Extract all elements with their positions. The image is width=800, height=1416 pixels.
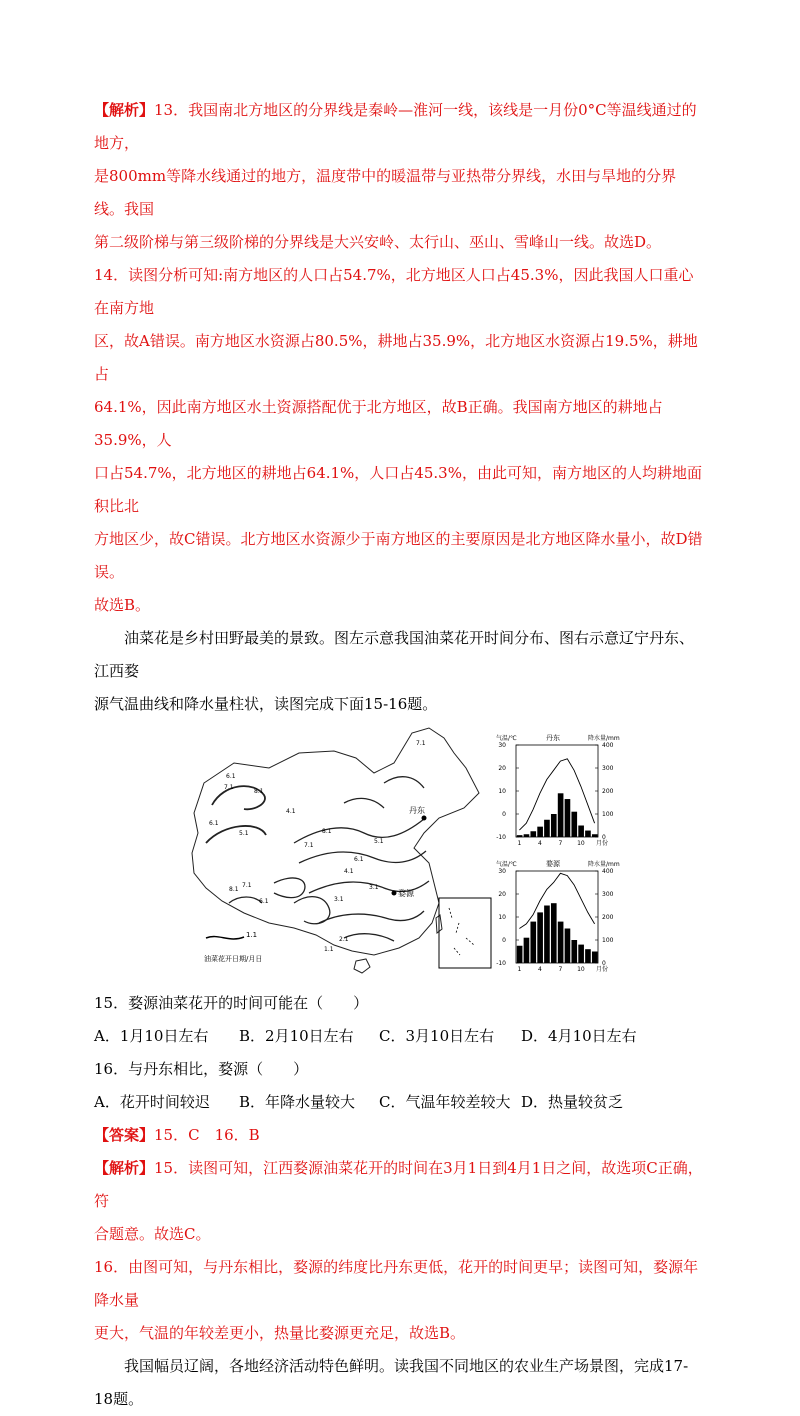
place-dot xyxy=(422,816,427,821)
x-tick-label: 7 xyxy=(558,840,563,847)
analysis-tag: 【解析】 xyxy=(94,101,155,119)
isoline-label: 8.1 xyxy=(229,886,239,893)
isoline xyxy=(274,878,305,898)
isoline-label: 8.1 xyxy=(322,828,332,835)
left-tick-label: -10 xyxy=(496,834,506,841)
answer-tag: 【答案】 xyxy=(94,1126,155,1144)
precip-bar xyxy=(592,952,598,964)
precip-bar xyxy=(578,826,584,838)
x-unit-label: 月份 xyxy=(596,966,609,973)
precip-bar xyxy=(558,793,564,837)
q16-option-c: C．气温年较差较大 xyxy=(379,1093,511,1111)
q16-option-b: B．年降水量较大 xyxy=(239,1093,356,1111)
analysis-line: 故选B。 xyxy=(94,596,151,614)
isoline-label: 4.1 xyxy=(344,868,354,875)
legend-text: 油菜花开日期/月日 xyxy=(204,955,263,963)
precip-bar xyxy=(585,949,591,963)
q16-option-a: A．花开时间较迟 xyxy=(94,1093,210,1111)
q15-option-d: D．4月10日左右 xyxy=(521,1027,637,1045)
right-tick-label: 400 xyxy=(602,868,614,875)
x-unit-label: 月份 xyxy=(596,840,609,847)
temperature-curve xyxy=(519,873,594,928)
isoline-label: 6.1 xyxy=(354,856,364,863)
isoline-label: 6.1 xyxy=(259,898,269,905)
left-axis-label: 气温/℃ xyxy=(496,861,517,868)
q16-option-d: D．热量较贫乏 xyxy=(521,1093,624,1111)
isoline-label: 6.1 xyxy=(209,820,219,827)
isoline-label: 5.1 xyxy=(374,838,384,845)
isoline-label: 7.1 xyxy=(224,784,234,791)
isoline-label: 5.1 xyxy=(239,830,249,837)
document-page xyxy=(94,94,706,1416)
right-tick-label: 200 xyxy=(602,788,614,795)
left-tick-label: 10 xyxy=(498,788,506,795)
legend-value: 1.1 xyxy=(246,931,258,939)
analysis-line xyxy=(94,94,706,160)
q15-option-c: C．3月10日左右 xyxy=(379,1027,495,1045)
left-axis-label: 气温/℃ xyxy=(496,735,517,742)
analysis-text: 15．读图可知，江西婺源油菜花开的时间在3月1日到4月1日之间，故选项C正确，符 xyxy=(94,1159,703,1210)
precip-bar xyxy=(544,820,550,837)
x-tick-label: 1 xyxy=(517,840,522,847)
right-tick-label: 300 xyxy=(602,765,614,772)
map-legend xyxy=(204,931,262,963)
isoline-label: 7.1 xyxy=(416,740,426,747)
analysis-13-14 xyxy=(94,94,706,622)
answer-text: 15．C 16．B xyxy=(154,1126,260,1144)
isoline-labels xyxy=(209,740,426,953)
x-tick-label: 7 xyxy=(558,966,563,973)
isoline xyxy=(206,826,266,843)
isoline xyxy=(319,911,424,923)
question-15 xyxy=(94,987,706,1053)
place-label: 丹东 xyxy=(409,806,425,815)
south-china-sea-inset xyxy=(439,898,491,968)
analysis-line: 第二级阶梯与第三级阶梯的分界线是大兴安岭、太行山、巫山、雪峰山一线。故选D。 xyxy=(94,233,662,251)
analysis-line: 区，故A错误。南方地区水资源占80.5%，耕地占35.9%，北方地区水资源占19.5%，耕地占 xyxy=(94,332,698,383)
isoline xyxy=(229,897,262,903)
precip-bar xyxy=(585,831,591,837)
q16-stem: 16．与丹东相比，婺源（ ） xyxy=(94,1060,309,1078)
left-tick-label: 20 xyxy=(498,891,506,898)
isoline xyxy=(344,798,384,808)
figure xyxy=(94,723,706,983)
left-tick-label: 30 xyxy=(498,742,506,749)
analysis-15-16 xyxy=(94,1152,706,1350)
isoline-label: 3.1 xyxy=(334,896,344,903)
isoline xyxy=(344,934,394,941)
x-tick-label: 1 xyxy=(517,966,522,973)
precip-bar xyxy=(537,912,543,963)
left-tick-label: 0 xyxy=(502,811,506,818)
analysis-line xyxy=(94,1152,706,1218)
isoline-label: 6.1 xyxy=(226,773,236,780)
precip-bar xyxy=(517,835,523,837)
precip-bar xyxy=(558,922,564,963)
right-tick-label: 0 xyxy=(602,960,606,967)
place-label: 婺源 xyxy=(398,889,414,898)
precip-bar xyxy=(578,945,584,963)
x-tick-label: 10 xyxy=(577,840,585,847)
intro-line: 源气温曲线和降水量柱状，读图完成下面15-16题。 xyxy=(94,695,438,713)
figure-svg xyxy=(94,723,706,983)
question-intro xyxy=(94,622,706,721)
x-tick-label: 4 xyxy=(538,966,542,973)
climate-chart-dandong xyxy=(496,733,620,847)
inset-frame xyxy=(439,898,491,968)
precip-bar xyxy=(524,834,530,837)
isoline-label: 7.1 xyxy=(304,842,314,849)
q15-stem: 15．婺源油菜花开的时间可能在（ ） xyxy=(94,994,369,1012)
hainan-outline xyxy=(354,959,370,973)
analysis-line: 16．由图可知，与丹东相比，婺源的纬度比丹东更低，花开的时间更早；读图可知，婺源年降水量 xyxy=(94,1258,699,1309)
isoline-label: 4.1 xyxy=(286,808,296,815)
place-dot xyxy=(392,891,397,896)
temperature-curve xyxy=(519,759,594,830)
precip-bar xyxy=(565,929,571,964)
question-16 xyxy=(94,1053,706,1119)
inset-dashes xyxy=(449,908,474,955)
isoline-label: 7.1 xyxy=(242,882,252,889)
q15-option-a: A．1月10日左右 xyxy=(94,1027,209,1045)
right-tick-label: 100 xyxy=(602,811,614,818)
left-tick-label: -10 xyxy=(496,960,506,967)
precip-bar xyxy=(517,946,523,963)
analysis-line: 更大，气温的年较差更小，热量比婺源更充足，故选B。 xyxy=(94,1324,466,1342)
left-tick-label: 0 xyxy=(502,937,506,944)
climate-chart-wuyuan xyxy=(496,859,620,973)
analysis-line: 方地区少，故C错误。北方地区水资源少于南方地区的主要原因是北方地区降水量小，故D错误。 xyxy=(94,530,703,581)
station-name: 婺源 xyxy=(546,860,560,868)
q15-options xyxy=(94,1020,706,1053)
x-tick-label: 10 xyxy=(577,966,585,973)
left-tick-label: 20 xyxy=(498,765,506,772)
isoline xyxy=(384,777,424,788)
isoline-label: 2.1 xyxy=(339,936,349,943)
precip-bar xyxy=(524,938,530,963)
precip-bar xyxy=(565,799,571,837)
analysis-tag: 【解析】 xyxy=(94,1159,155,1177)
station-name: 丹东 xyxy=(546,734,560,742)
precip-bar xyxy=(537,827,543,837)
analysis-line: 64.1%，因此南方地区水土资源搭配优于北方地区，故B正确。我国南方地区的耕地占35.9%，人 xyxy=(94,398,663,449)
china-map xyxy=(192,728,479,973)
q15-option-b: B．2月10日左右 xyxy=(239,1027,354,1045)
precip-bar xyxy=(571,940,577,963)
analysis-text: 13．我国南北方地区的分界线是秦岭—淮河一线，该线是一月份0°C等温线通过的地方， xyxy=(94,101,697,152)
q16-options xyxy=(94,1086,706,1119)
right-tick-label: 400 xyxy=(602,742,614,749)
plot-frame xyxy=(516,745,598,837)
right-tick-label: 0 xyxy=(602,834,606,841)
isoline-label: 8.1 xyxy=(254,788,264,795)
isoline-label: 1.1 xyxy=(324,946,334,953)
isoline-label: 3.1 xyxy=(369,884,379,891)
precip-bar xyxy=(544,906,550,964)
precip-bar xyxy=(551,903,557,963)
precip-bar xyxy=(530,831,536,837)
intro-line: 油菜花是乡村田野最美的景致。图左示意我国油菜花开时间分布、图右示意辽宁丹东、江西婺 xyxy=(94,629,695,680)
legend-line xyxy=(206,937,244,939)
right-tick-label: 300 xyxy=(602,891,614,898)
right-axis-label: 降水量/mm xyxy=(588,735,620,742)
left-tick-label: 10 xyxy=(498,914,506,921)
analysis-line: 是800mm等降水线通过的地方，温度带中的暖温带与亚热带分界线，水田与旱地的分界线。我国 xyxy=(94,167,677,218)
right-tick-label: 200 xyxy=(602,914,614,921)
outro-line: 我国幅员辽阔，各地经济活动特色鲜明。读我国不同地区的农业生产场景图，完成17-18题。 xyxy=(94,1357,689,1408)
answer-line xyxy=(94,1119,706,1152)
right-axis-label: 降水量/mm xyxy=(588,861,620,868)
precip-bar xyxy=(530,922,536,963)
analysis-line: 口占54.7%，北方地区的耕地占64.1%，人口占45.3%，由此可知，南方地区的人均耕地面积比北 xyxy=(94,464,702,515)
analysis-line: 14．读图分析可知:南方地区的人口占54.7%，北方地区人口占45.3%，因此我国人口重心在南方地 xyxy=(94,266,694,317)
right-tick-label: 100 xyxy=(602,937,614,944)
precip-bar xyxy=(592,834,598,837)
isoline xyxy=(294,897,330,924)
precip-bar xyxy=(571,812,577,837)
x-tick-label: 4 xyxy=(538,840,542,847)
precip-bar xyxy=(551,814,557,837)
analysis-line: 合题意。故选C。 xyxy=(94,1225,211,1243)
left-tick-label: 30 xyxy=(498,868,506,875)
isoline xyxy=(294,819,424,843)
place-markers xyxy=(392,805,427,898)
